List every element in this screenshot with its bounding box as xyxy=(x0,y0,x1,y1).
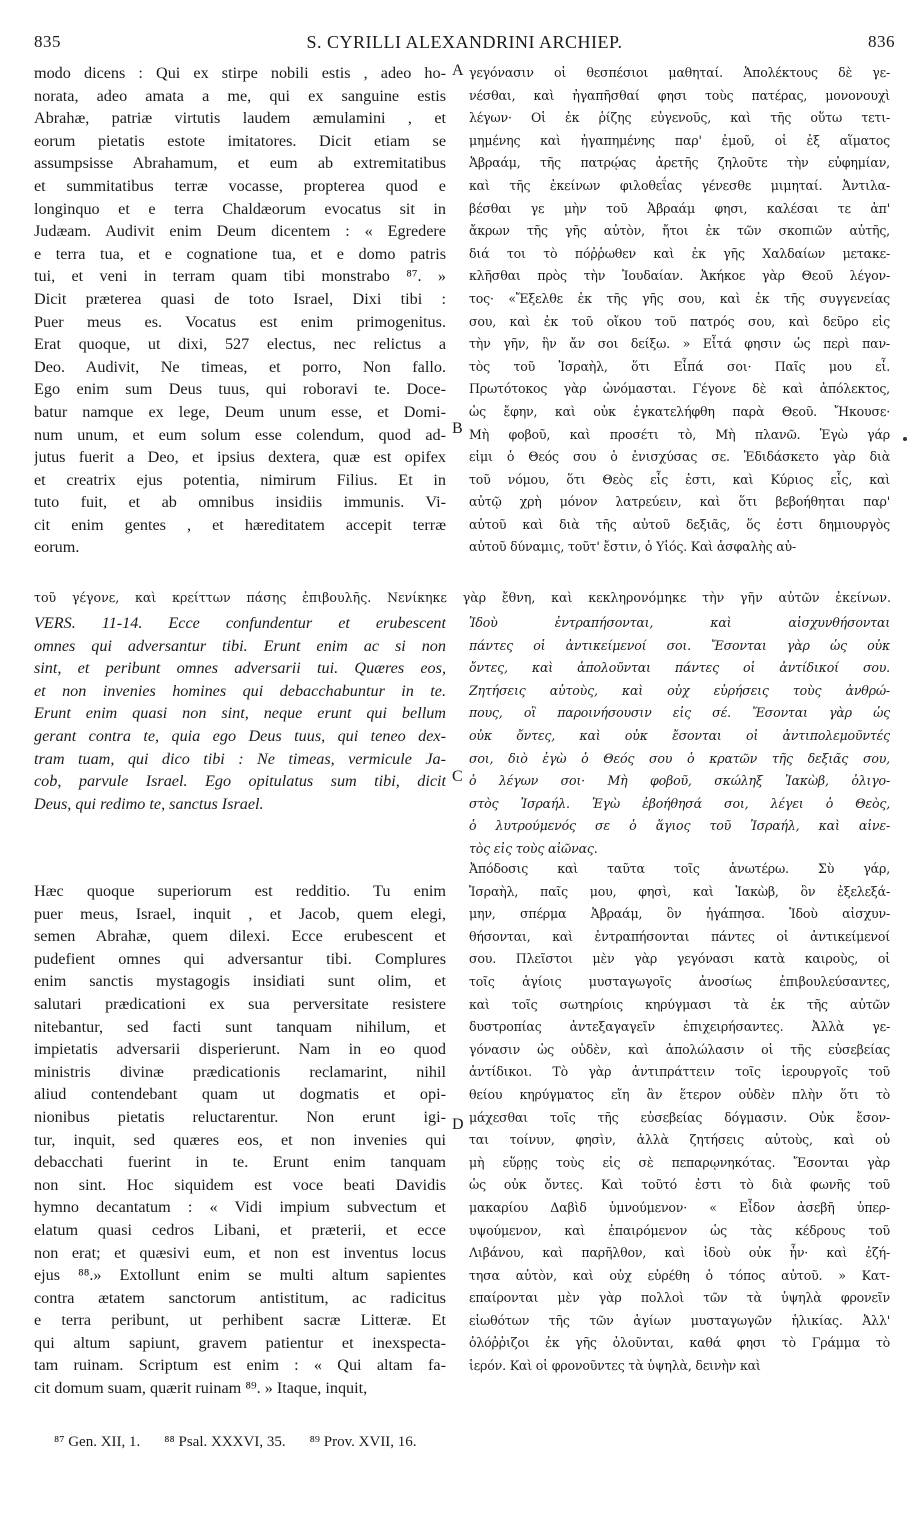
latin-text-line: ministris divinæ prædicationis reclamarint, nihil xyxy=(34,1062,446,1081)
greek-text-line: βέσθαι γε μὴν τοῦ Ἀβραάμ φησι, καλέσαι τε ἀπ' xyxy=(469,200,890,216)
latin-text-line: tui, et veni in terram quam tibi monstrabo ⁸⁷. » xyxy=(34,267,446,286)
latin-text-line: Deo. Audivit, Ne timeas, et porro, Non fallo. xyxy=(34,357,446,376)
greek-text-line: επαίρονται μὲν γὰρ πολλοὶ τῶν τὰ ὑψηλὰ φρονεῖν xyxy=(469,1290,890,1306)
latin-column-bottom xyxy=(34,880,446,1400)
greek-text-line: τησα αὐτὸν, καὶ οὐχ εὑρέθη ὁ τόπος αὐτοῦ. » Κατ- xyxy=(469,1267,890,1283)
greek-text-line: γεγόνασιν οἱ θεσπέσιοι μαθηταί. Ἀπολέκτους δὲ γε- xyxy=(469,65,890,80)
latin-text-line: qui altum sapiunt, gravem patientur et inexspecta- xyxy=(34,1333,446,1352)
greek-text-line: αὐτῷ χρὴ μόνον λατρεύειν, καὶ ὅτι βεβοήθηται παρ' xyxy=(469,494,890,510)
latin-text-line: semen Abrahæ, quem dilexi. Ecce erubescent et xyxy=(34,927,446,946)
latin-text-line: e terra tua, et e cognatione tua, et e domo patris xyxy=(34,244,446,263)
section-marker-b: B xyxy=(452,420,463,437)
greek-text-line: υψούμενον, καὶ ἐπαιρόμενον ὡς τὰς κέδρους τοῦ xyxy=(469,1222,890,1238)
greek-text-line: αὐτοῦ δύναμις, τοῦτ' ἔστιν, ὁ Υἱός. Καὶ ἀσφαλὴς αὐ- xyxy=(469,539,797,555)
latin-text-line: tur, inquit, sed quæres eos, et non invenies qui xyxy=(34,1130,446,1149)
greek-text-line: εἰμι ὁ Θεός σου ὁ ἐνισχύσας σε. Ἐδιδάσκετο γὰρ διὰ xyxy=(469,449,890,465)
latin-text-line: Puer meus es. Vocatus est enim primogenitus. xyxy=(34,312,446,331)
latin-verse-line: gerant contra te, quia ego Deus tuus, qui teneo dex- xyxy=(34,726,446,745)
page-number-right: 836 xyxy=(868,32,895,51)
latin-text-line: longinquo et e terra Chaldæorum evocatus sit in xyxy=(34,199,446,218)
greek-text-line: Μὴ φοβοῦ, καὶ προσέτι τὸ, Μὴ πλανῶ. Ἐγὼ γάρ xyxy=(469,426,890,442)
greek-text-line: νέσθαι, καὶ ἠγαπῆσθαί φησι τοὺς πατέρας, μονονουχὶ xyxy=(469,87,890,103)
margin-dot xyxy=(903,437,907,441)
latin-text-line: puer meus, Israel, inquit , et Jacob, quem elegi, xyxy=(34,904,446,923)
latin-verse-line: cob, parvule Israel. Ego opitulatus sum tibi, dicit xyxy=(34,772,446,791)
latin-text-line: non erat; et quæsivi eum, et non est inventus locus xyxy=(34,1243,446,1262)
latin-text-line: Ego enim sum Deus tuus, qui roboravi te. Doce- xyxy=(34,380,446,399)
latin-text-line: nitebantur, sed facti sunt tanquam nihilum, et xyxy=(34,1017,446,1036)
latin-text-line: num unum, et eum solum esse colendum, quod ad- xyxy=(34,425,446,444)
footnote: ⁸⁷ Gen. XII, 1. xyxy=(54,1434,141,1450)
greek-verse-line: ὁ λυτρούμενός σε ὁ ἅγιος τοῦ Ἰσραήλ, καὶ αἰνε- xyxy=(469,818,890,834)
latin-text-line: Hæc quoque superiorum est redditio. Tu enim xyxy=(34,882,446,900)
greek-text-line: τος· «Ἔξελθε ἐκ τῆς γῆς σου, καὶ ἐκ τῆς συγγενείας xyxy=(469,290,890,306)
greek-text-line: σου, καὶ ἐκ τοῦ οἴκου τοῦ πατρός σου, καὶ δεῦρο εἰς xyxy=(469,313,890,329)
greek-text-line: Ἰσραὴλ, παῖς μου, φησὶ, καὶ Ἰακὼβ, ὃν ἐξελεξά- xyxy=(469,883,890,899)
latin-text-line: pudefient omnes qui adversantur tibi. Complures xyxy=(34,949,446,968)
greek-text-line: ὀλόῤῥιζοι ἐκ γῆς ὀλοῦνται, καθά φησι τὸ Γράμμα τὸ xyxy=(469,1335,890,1351)
latin-text-line: impietatis adversarii disperierunt. Nam in eo quod xyxy=(34,1040,446,1059)
latin-column-top xyxy=(34,62,446,559)
greek-verse-line: Ζητήσεις αὐτοὺς, καὶ οὐχ εὑρήσεις τοὺς ἀνθρώ- xyxy=(469,682,890,698)
latin-text-line: nionibus pietatis reluctarentur. Non erunt igi- xyxy=(34,1107,446,1126)
section-marker-d: D xyxy=(452,1116,464,1133)
latin-verse-line: Erunt enim quasi non sint, neque erunt qui bellum xyxy=(34,704,446,723)
greek-text-line: ὡς ἔφην, καὶ οὐκ ἐγκατελήφθη παρὰ Θεοῦ. Ἤκουσε· xyxy=(469,403,890,419)
page-number-left: 835 xyxy=(34,32,61,51)
greek-text-line: αὐτοῦ καὶ διὰ τῆς αὐτοῦ δεξιᾶς, ὅς ἐστι δημιουργὸς xyxy=(469,516,890,532)
latin-text-line: assumpsisse Abrahamum, et eum ab extremitatibus xyxy=(34,154,446,173)
greek-text-line: Ἀπόδοσις καὶ ταῦτα τοῖς ἀνωτέρω. Σὺ γάρ, xyxy=(469,861,890,876)
greek-text-line: τοῦ νόμου, ὅτι Θεὸς εἷς ἐστι, καὶ Κύριος εἷς, καὶ xyxy=(469,471,890,487)
greek-text-line: μημένης καὶ ἠγαπημένης παρ' ἐμοῦ, οἱ ἐξ αἵματος xyxy=(469,132,890,148)
latin-text-line: non sint. Hoc siquidem est voce beati Davidis xyxy=(34,1175,446,1194)
greek-text-line: μὴ εὕρῃς τοὺς εἰς σὲ πεπαρῳνηκότας. Ἔσονται γὰρ xyxy=(469,1154,890,1170)
latin-text-line: eorum. xyxy=(34,538,80,557)
latin-text-line: Dicit præterea quasi de toto Israel, Dixi tibi : xyxy=(34,289,446,308)
latin-text-line: batur namque ex lege, Deum unum esse, et Domi- xyxy=(34,402,446,421)
latin-text-line: Erat quoque, ut dixi, 527 electus, nec relictus a xyxy=(34,335,446,354)
footnotes xyxy=(54,1434,441,1451)
greek-verse-line: τὸς εἰς τοὺς αἰῶνας. xyxy=(469,840,598,856)
greek-spanning-line: τοῦ γέγονε, καὶ κρείττων πάσης ἐπιβουλῆς. Νενίκηκε γὰρ ἔθνη, καὶ κεκληρονόμηκε τὴν γῆν αὐτῶν ἐκείνων. xyxy=(34,590,891,605)
latin-verse-line: tram tuam, qui dico tibi : Ne timeas, vermicule Ja- xyxy=(34,749,446,768)
greek-verse-line: σοι, διὸ ἐγὼ ὁ Θεός σου ὁ κρατῶν τῆς δεξιᾶς σου, xyxy=(469,750,890,766)
latin-text-line: tuto fuit, et ab omnibus insidiis immunis. Vi- xyxy=(34,493,446,512)
latin-text-line: aliud contendebant quam ut dogmatis et opi- xyxy=(34,1085,446,1104)
latin-verse-column xyxy=(34,612,446,815)
latin-text-line: et creatrix ejus potentia, nimirum Filius. Et in xyxy=(34,470,446,489)
greek-text-line: μάχεσθαι τοῖς τῆς εὐσεβείας δόγμασιν. Οὐκ ἔσον- xyxy=(469,1109,890,1125)
greek-text-line: ἄκρων τῆς γῆς αὐτὸν, ἤτοι ἐκ τῶν σκοπιῶν αὐτῆς, xyxy=(469,223,890,239)
greek-text-line: τὸς τοῦ Ἰσραὴλ, ὅτι Εἶπά σοι· Παῖς μου εἶ. xyxy=(469,358,890,374)
greek-verse-line: οὐκ ὄντες, καὶ οὐκ ἔσονται οἱ ἀντιπολεμοῦντές xyxy=(469,727,890,743)
greek-text-line: δυστροπίας ἀντεξαγαγεῖν ἐπιχειρήσαντες. Ἀλλὰ γε- xyxy=(469,1019,890,1035)
greek-text-line: Πρωτότοκος γὰρ ὠνόμασται. Γέγονε δὲ καὶ ἀπόλεκτος, xyxy=(469,381,890,397)
latin-text-line: tam ruinam. Scriptum est enim : « Qui altam fa- xyxy=(34,1356,446,1375)
greek-column-bottom xyxy=(469,858,890,1378)
latin-verse-line: Deus, qui redimo te, sanctus Israel. xyxy=(34,794,264,813)
running-title: S. CYRILLI ALEXANDRINI ARCHIEP. xyxy=(306,32,623,52)
greek-text-line: λέγων· Οἱ ἐκ ῥίζης εὐγενοῦς, καὶ τῆς οὕτω τετι- xyxy=(469,110,890,126)
greek-text-line: μην, σπέρμα Ἀβραάμ, ὃν ἠγάπησα. Ἰδοὺ αἰσχυν- xyxy=(469,906,890,922)
latin-text-line: enim sanctis mystagogis insidiati sunt olim, et xyxy=(34,972,446,991)
greek-text-line: εἰωθότων τῆς τῶν ἁγίων μυσταγωγῶν ἡλικίας. Ἀλλ' xyxy=(469,1312,890,1328)
latin-text-line: contra ætatem sanctorum antistitum, ac radicitus xyxy=(34,1288,446,1307)
section-marker-a: A xyxy=(452,62,464,79)
latin-text-line: ejus ⁸⁸.» Extollunt enim se multi altum sapientes xyxy=(34,1266,446,1285)
running-header xyxy=(34,32,895,54)
latin-text-line: e terra peribunt, ut perhibent sacræ Litteræ. Et xyxy=(34,1311,446,1330)
greek-text-line: τὴν γῆν, ἣν ἄν σοι δείξω. » Εἶτά φησιν ὡς περὶ παν- xyxy=(469,336,890,352)
latin-text-line: cit enim gentes , et hæreditatem accepit terræ xyxy=(34,515,446,534)
latin-text-line: cit domum suam, quærit ruinam ⁸⁹. » Itaque, inquit, xyxy=(34,1379,368,1398)
greek-text-line: ὡς οὐκ ὄντες. Καὶ τοῦτό ἐστι τὸ διὰ φωνῆς τοῦ xyxy=(469,1177,890,1193)
greek-column-top xyxy=(469,62,890,559)
latin-text-line: modo dicens : Qui ex stirpe nobili estis , adeo ho- xyxy=(34,64,446,82)
greek-text-line: καὶ τῆς ἐκείνων φιλοθεΐας γένεσθε μιμηταί. Ἀντιλα- xyxy=(469,177,890,193)
latin-text-line: salutari prædicationi ex sua perversitate resistere xyxy=(34,994,446,1013)
greek-text-line: θήσονται, καὶ ἐντραπήσονται πάντες οἱ ἀντικείμενοί xyxy=(469,928,890,944)
greek-verse-line: πάντες οἱ ἀντικείμενοί σοι. Ἔσονται γὰρ ὡς οὐκ xyxy=(469,637,890,653)
greek-verse-line: στὸς Ἰσραήλ. Ἐγὼ ἐβοήθησά σοι, λέγει ὁ Θεὸς, xyxy=(469,795,890,811)
latin-text-line: elatum quasi cedros Libani, et præterii, et ecce xyxy=(34,1220,446,1239)
greek-text-line: Λιβάνου, καὶ παρῆλθον, καὶ ἰδοὺ οὐκ ἦν· καὶ ἐζή- xyxy=(469,1245,890,1261)
greek-verse-line: ὁ λέγων σοι· Μὴ φοβοῦ, σκώληξ Ἰακὼβ, ὀλιγο- xyxy=(469,773,890,789)
latin-text-line: eorum pietatis estote imitatores. Dicit etiam se xyxy=(34,131,446,150)
greek-verse-line: ὄντες, καὶ ἀπολοῦνται πάντες οἱ ἀντίδικοί σου. xyxy=(469,660,890,676)
greek-text-line: καὶ τοῖς σωτηρίοις κηρύγμασι τὰ ἐκ τῆς αὐτῶν xyxy=(469,996,890,1012)
latin-text-line: Judæam. Audivit enim Deum dicentem : « Egredere xyxy=(34,222,446,241)
latin-verse-line: sint, et peribunt omnes adversarii tui. Quæres eos, xyxy=(34,659,446,678)
footnote: ⁸⁸ Psal. XXXVI, 35. xyxy=(164,1434,286,1450)
latin-verse-line: VERS. 11-14. Ecce confundentur et erubescent xyxy=(34,614,446,632)
greek-text-line: ται τοίνυν, φησὶν, ἀλλὰ ζητήσεις αὐτοὺς, καὶ οὐ xyxy=(469,1132,890,1148)
greek-text-line: Ἀβραάμ, τῆς πατρῴας ἀρετῆς ζηλοῦτε τὴν εὐφημίαν, xyxy=(469,155,890,171)
greek-text-line: ἀντίδικοι. Τὸ γὰρ ἀντιπράττειν τοῖς ἱερουργοῖς τοῦ xyxy=(469,1064,890,1080)
greek-verse-line: Ἰδοὺ ἐντραπήσονται, καὶ αἰσχυνθήσονται xyxy=(469,615,890,630)
greek-text-line: θείου κηρύγματος εἴη ἂν ἕτερον οὐδὲν πλὴν ὅτι τὸ xyxy=(469,1086,890,1102)
latin-verse-line: et non invenies homines qui debacchabuntur in te. xyxy=(34,681,446,700)
greek-text-line: γόνασιν ὡς οὐδὲν, καὶ ἀπολώλασιν οἱ τῆς εὐσεβείας xyxy=(469,1041,890,1057)
latin-text-line: norata, adeo amata a me, qui ex sanguine estis xyxy=(34,86,446,105)
latin-text-line: debacchati fuerint in te. Erunt enim tanquam xyxy=(34,1153,446,1172)
latin-text-line: hymno decantatum : « Vidi impium subvectum et xyxy=(34,1198,446,1217)
section-marker-c: C xyxy=(452,768,463,785)
footnote: ⁸⁹ Prov. XVII, 16. xyxy=(309,1434,417,1450)
greek-text-line: σου. Πλεῖστοι μὲν γὰρ γεγόνασι κατὰ καιροὺς, οἱ xyxy=(469,951,890,967)
latin-text-line: Abrahæ, patriæ virtutis laudem æmulamini , et xyxy=(34,109,446,128)
greek-verse-line: πους, οἳ παροινήσουσιν εἰς σέ. Ἔσονται γὰρ ὡς xyxy=(469,705,890,721)
greek-text-line: κλῆσθαι πρὸς τὴν Ἰουδαίαν. Ἀκήκοε γὰρ Θεοῦ λέγον- xyxy=(469,268,890,284)
latin-text-line: jutus fuerit a Deo, et ipsius dextera, quæ est opifex xyxy=(34,448,446,467)
greek-verse-column xyxy=(469,612,890,861)
greek-text-line: διά τοι τὸ πόῤῥωθεν καὶ ἐκ γῆς Χαλδαίων μετακε- xyxy=(469,245,890,261)
latin-verse-line: omnes qui adversantur tibi. Erunt enim ac si non xyxy=(34,636,446,655)
greek-text-line: τοῖς ἁγίοις μυσταγωγοῖς ἀνοσίως ἐπιβουλεύσαντες, xyxy=(469,973,890,989)
latin-text-line: et summitatibus terræ vocasse, propterea quod e xyxy=(34,176,446,195)
greek-text-line: μακαρίου Δαβὶδ ὑμνούμενον· « Εἶδον ἀσεβῆ ὑπερ- xyxy=(469,1199,890,1215)
greek-text-line: ἱερόν. Καὶ οἱ φρονοῦντες τὰ ὑψηλὰ, δεινὴν καὶ xyxy=(469,1358,761,1374)
